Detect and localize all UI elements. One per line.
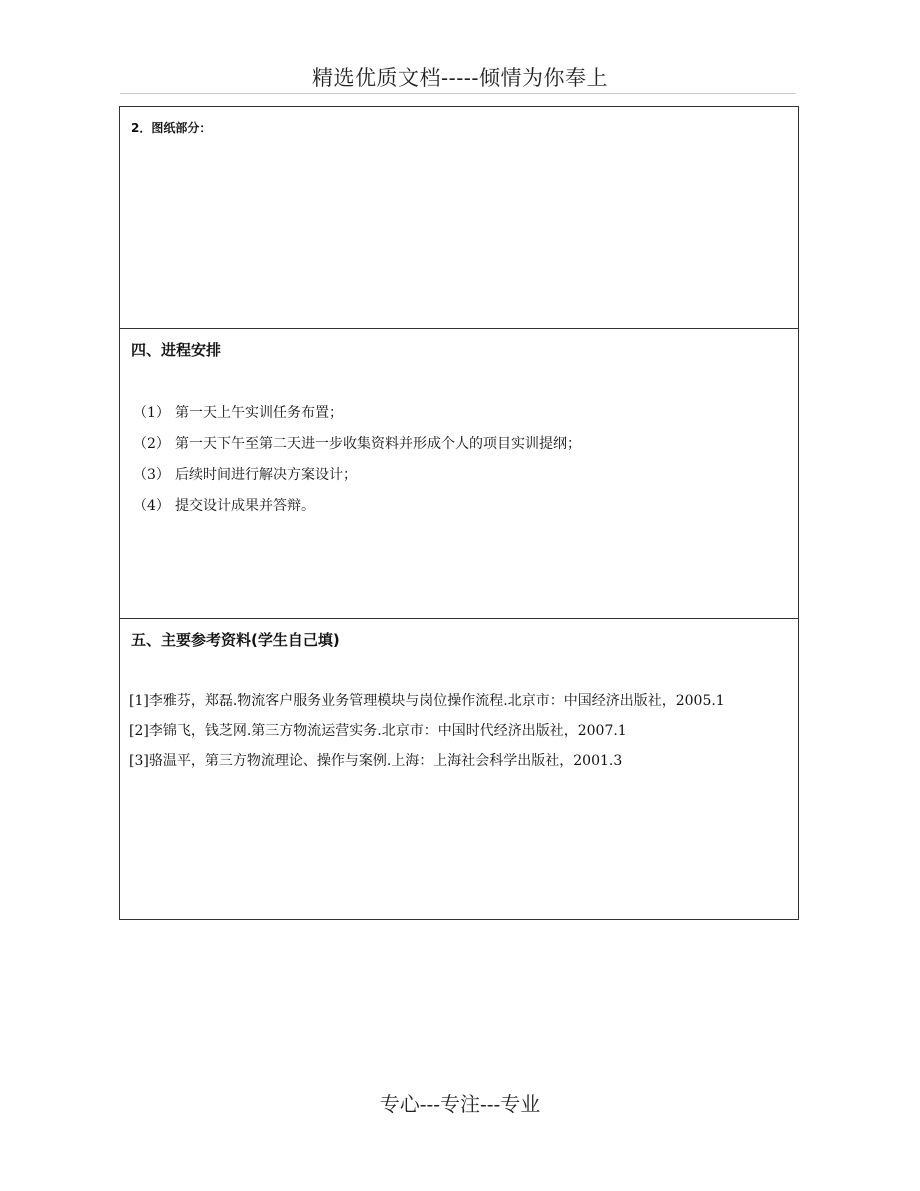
schedule-section-heading: 四、进程安排 — [131, 341, 222, 359]
page-header-title: 精选优质文档-----倾情为你奉上 — [312, 66, 608, 90]
schedule-item-text: 第一天下午至第二天进一步收集资料并形成个人的项目实训提纲； — [175, 436, 581, 452]
schedule-item — [133, 398, 581, 429]
schedule-section — [120, 329, 798, 619]
reference-item: [1]李雅芬，郑磊.物流客户服务业务管理模块与岗位操作流程.北京市：中国经济出版社，2005.1 — [129, 693, 725, 709]
reference-item: [2]李锦飞，钱芝网.第三方物流运营实务.北京市：中国时代经济出版社，2007.1 — [129, 723, 627, 739]
schedule-list — [133, 398, 581, 522]
drawing-section-heading: 2．图纸部分： — [131, 121, 212, 135]
reference-item: [3]骆温平，第三方物流理论、操作与案例.上海：上海社会科学出版社，2001.3 — [129, 753, 623, 769]
schedule-item — [133, 491, 581, 522]
schedule-item-number: （2） — [133, 436, 170, 452]
schedule-item — [133, 460, 581, 491]
page-footer-text: 专心---专注---专业 — [379, 1092, 541, 1116]
schedule-item-text: 提交设计成果并答辩。 — [175, 498, 315, 514]
references-section-heading: 五、主要参考资料(学生自己填) — [131, 631, 340, 649]
references-section — [120, 619, 798, 919]
drawing-section — [120, 107, 798, 329]
header-divider — [120, 93, 796, 94]
schedule-item — [133, 429, 581, 460]
schedule-item-number: （3） — [133, 467, 170, 483]
assignment-form-table — [119, 106, 799, 920]
schedule-item-text: 后续时间进行解决方案设计； — [175, 467, 357, 483]
reference-list — [129, 686, 791, 776]
schedule-item-number: （1） — [133, 405, 170, 421]
schedule-item-number: （4） — [133, 498, 170, 514]
schedule-item-text: 第一天上午实训任务布置； — [175, 405, 343, 421]
